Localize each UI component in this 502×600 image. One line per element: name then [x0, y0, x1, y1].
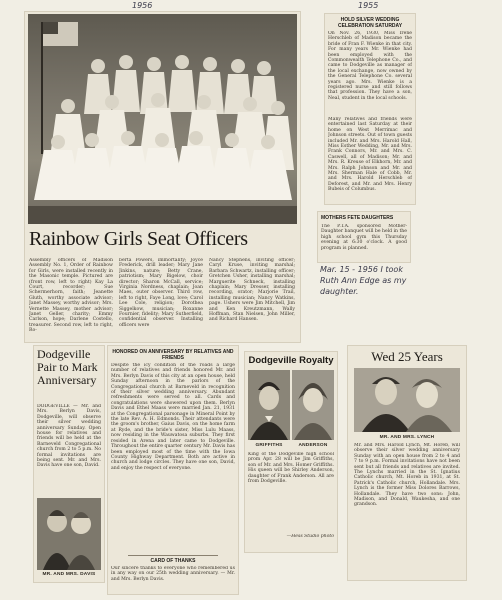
wed-25-years-clipping: [348, 346, 466, 580]
pair-text: DODGEVILLE — Mr. and Mrs. Berlyn Davis, Dodgeville, will observe their silver wedding anniversary Sunday. Open house for relatives and friends will be held at the Barneveld Congregational church from 2 to 5 p.m. No formal invitations are being sent. Mr. and Mrs. Davis have one son, David.: [37, 404, 101, 469]
pair-headline: Dodgeville Pair to Mark Anniversary: [37, 347, 98, 387]
rainbow-text-col3: Nancy Stephens, inviting officer; Caryl Kruse, inviting marshal; Barbara Schwartz, installing officer; Gretchen Usher, installing marshal; Marguerite Schneck, installing chaplain; Mary Dresser, installing recording, orator; Marjorie Trail, installing musician; Nancy Watkins, page. Ushers were Jim Mitchell, Jim and Ken Kreutzmann, Wally Hoffman, Stan Nielsen, John Miller, and Richard Hansen.: [209, 258, 295, 323]
griffiths-photo: [248, 370, 290, 440]
lynch-couple-portrait: [354, 368, 460, 432]
mothers-headline: MOTHERS FETE DAUGHTERS: [321, 215, 394, 221]
anderson-caption: ANDERSON: [298, 443, 328, 448]
handwritten-date-top-right: 1955: [358, 1, 379, 10]
silver-text-p2: Many relatives and friends were entertained last Saturday at their home on West Merrimac and Johnson streets. Out of town guests included Mr. and Mrs. Harold Hall, Miss Esther Wedding, Mr. and Mrs. Frank Connors, Mr. and Mrs. C. Caswell, all of Madison; Mr. and Mrs. R. Kreuse of Elkhorn, Mr. and Mrs. Ralph Johnson and Mr. and Mrs. Sherman Hale of Cobb, Mr. and Mrs. Harold Herschleb of Deforest, and Mr. and Mrs. Henry Bubeis of Columbus.: [328, 117, 412, 193]
anderson-photo: [292, 370, 334, 440]
wed25-headline: Wed 25 Years: [371, 349, 443, 364]
wed25-text: Mr. and Mrs. Harold Lynch, Mt. Horeb, will observe their silver wedding anniversary Sunday with an open house from 2 to 4 and 7 to 9 p.m. Formal invitations have not been sent but all friends and relatives are invited. The Lynchs married in the St. Ignatius Catholic church, Mt. Horeb in 1931, at St. Patrick's Catholic church, Hollandale. Mrs. Lynch is the former Miss Dolores Barrows, Hollandale. They have two sons: John, Madison, and Donald, Waukesha, and one grandson.: [354, 443, 460, 508]
thanks-text: Our sincere thanks to everyone who remembered us in any way on our 25th wedding anniversary. — Mr. and Mrs. Berlyn Davis.: [111, 566, 235, 582]
davis-caption: MR. AND MRS. DAVIS: [42, 572, 96, 577]
davis-photo: [37, 498, 101, 570]
rainbow-text-col1: Assembly officers of Madison Assembly No. 1, Order of Rainbow for Girls, were installed recently in the Masonic temple. Pictured are (front row, left to right) Kay La Court, recorder; Sue Schermerhorn, faith; Jeanette Gluth, worthy associate advisor; Janet Massey, worthy advisor; Mrs. Vernette Massey, mother advisor; Janet Geller, charity; Emmy Carlson, hope; Darlene Costello, treasurer. Second row, left to right, Ro-: [29, 258, 113, 334]
rainbow-text-col2: berta Powers, immortality; Joyce Frederick, drill leader; Mary Jane Jinkins, nature; Betty Crane, patriotism; Mary Bigelow, choir director; Sharon McCall, service; Virginia Nordness, chaplain; Joan Maes, outer observer. Third row, left to right, Faye Long, love; Carol Lee Cole, religion; Dorothea Siggelkow, musician; Roxanne Fournier, fidelity; Mary Sutherfield, confidential observer. Installing officers were: [119, 258, 203, 328]
royalty-credit: —Hess Studio photo: [286, 534, 334, 539]
rainbow-group-photo: [28, 14, 297, 224]
davis-couple-illustration: [37, 498, 101, 570]
divider: [128, 555, 218, 556]
rainbow-girls-clipping: [25, 12, 300, 342]
rainbow-headline: Rainbow Girls Seat Officers: [29, 228, 248, 250]
silver-wedding-clipping: [325, 14, 415, 204]
lynch-photo: [354, 368, 460, 432]
dodgeville-royalty-clipping: [245, 352, 337, 552]
griffiths-portrait: [248, 370, 290, 440]
honored-headline: HONORED ON ANNIVERSARY BY RELATIVES AND FRIENDS: [112, 349, 234, 361]
silver-text-p1: On Nov. 26, 1930, Miss Irene Herschleb of Madison became the bride of Fran F. Wienke in that city. For many years Mr. Wienke had been employed with the Commonwealth Telephone Co., and came to Dodgeville as manager of the local exchange, now owned by the General Telephone Co. several years ago. Mrs. Wienke is a registered nurse and still follows that profession. They have a son, Neal, student in the local schools.: [328, 31, 412, 101]
honored-anniversary-clipping: [108, 346, 238, 594]
handwritten-note: Mar. 15 - 1956 I took Ruth Ann Edge as my daughter.: [320, 265, 407, 296]
group-photo-illustration: [28, 14, 297, 224]
mothers-daughters-clipping: [318, 212, 410, 262]
honored-text: Despite the icy condition of the roads a large number of relatives and friends honored Mr. and Mrs. Berlyn Davis of this city at an open house, held Sunday afternoon in the parlors of the Congregational church at Barneveld in recognition of their silver wedding anniversary. Abundant refreshments were served to all. Cards and congratulations were showered upon them. Berlyn Davis and Ethel Maass were married Jan. 21, 1931 at the Congregational parsonage in Mineral Point by the late Rev. A. H. Edmonds. Their attendants were the groom's brother, Gaius Davis, on the home farm at Ryde, and the bride's sister, Miss Lulu Maass, now residing in the Wauwatosa suburbs. They first resided in Arena and later came to Dodgeville. Throughout the entire quarter century Mr. Davis has been employed most of the time with the Iowa County Highway Department. Both are active in church and lodge circles. They have one son, David, and enjoy the respect of everyone.: [111, 363, 235, 471]
thanks-headline: CARD OF THANKS: [150, 558, 196, 564]
lynch-caption: MR. AND MRS. LYNCH: [379, 435, 435, 440]
mothers-text: The P.T.A. sponsored Mother-Daughter banquet will be held in the high school gym this Thursday evening at 6:30 o'clock. A good program is planned.: [321, 224, 407, 251]
silver-headline: HOLD SILVER WEDDING CELEBRATION SATURDAY: [337, 17, 403, 29]
handwritten-date-top-left: 1956: [132, 1, 153, 10]
royalty-headline: Dodgeville Royalty: [248, 355, 334, 366]
royalty-text: King of the Dodgeville high school prom Apr. 28 will be Jim Griffiths, son of Mr. and Mrs. Homer Griffiths. His queen will be Shirley Anderson, daughter of Frank Anderson. All are from Dodgeville.: [248, 452, 334, 485]
dodgeville-pair-clipping: [34, 346, 104, 582]
griffiths-caption: GRIFFITHS: [255, 443, 283, 448]
anderson-portrait: [292, 370, 334, 440]
